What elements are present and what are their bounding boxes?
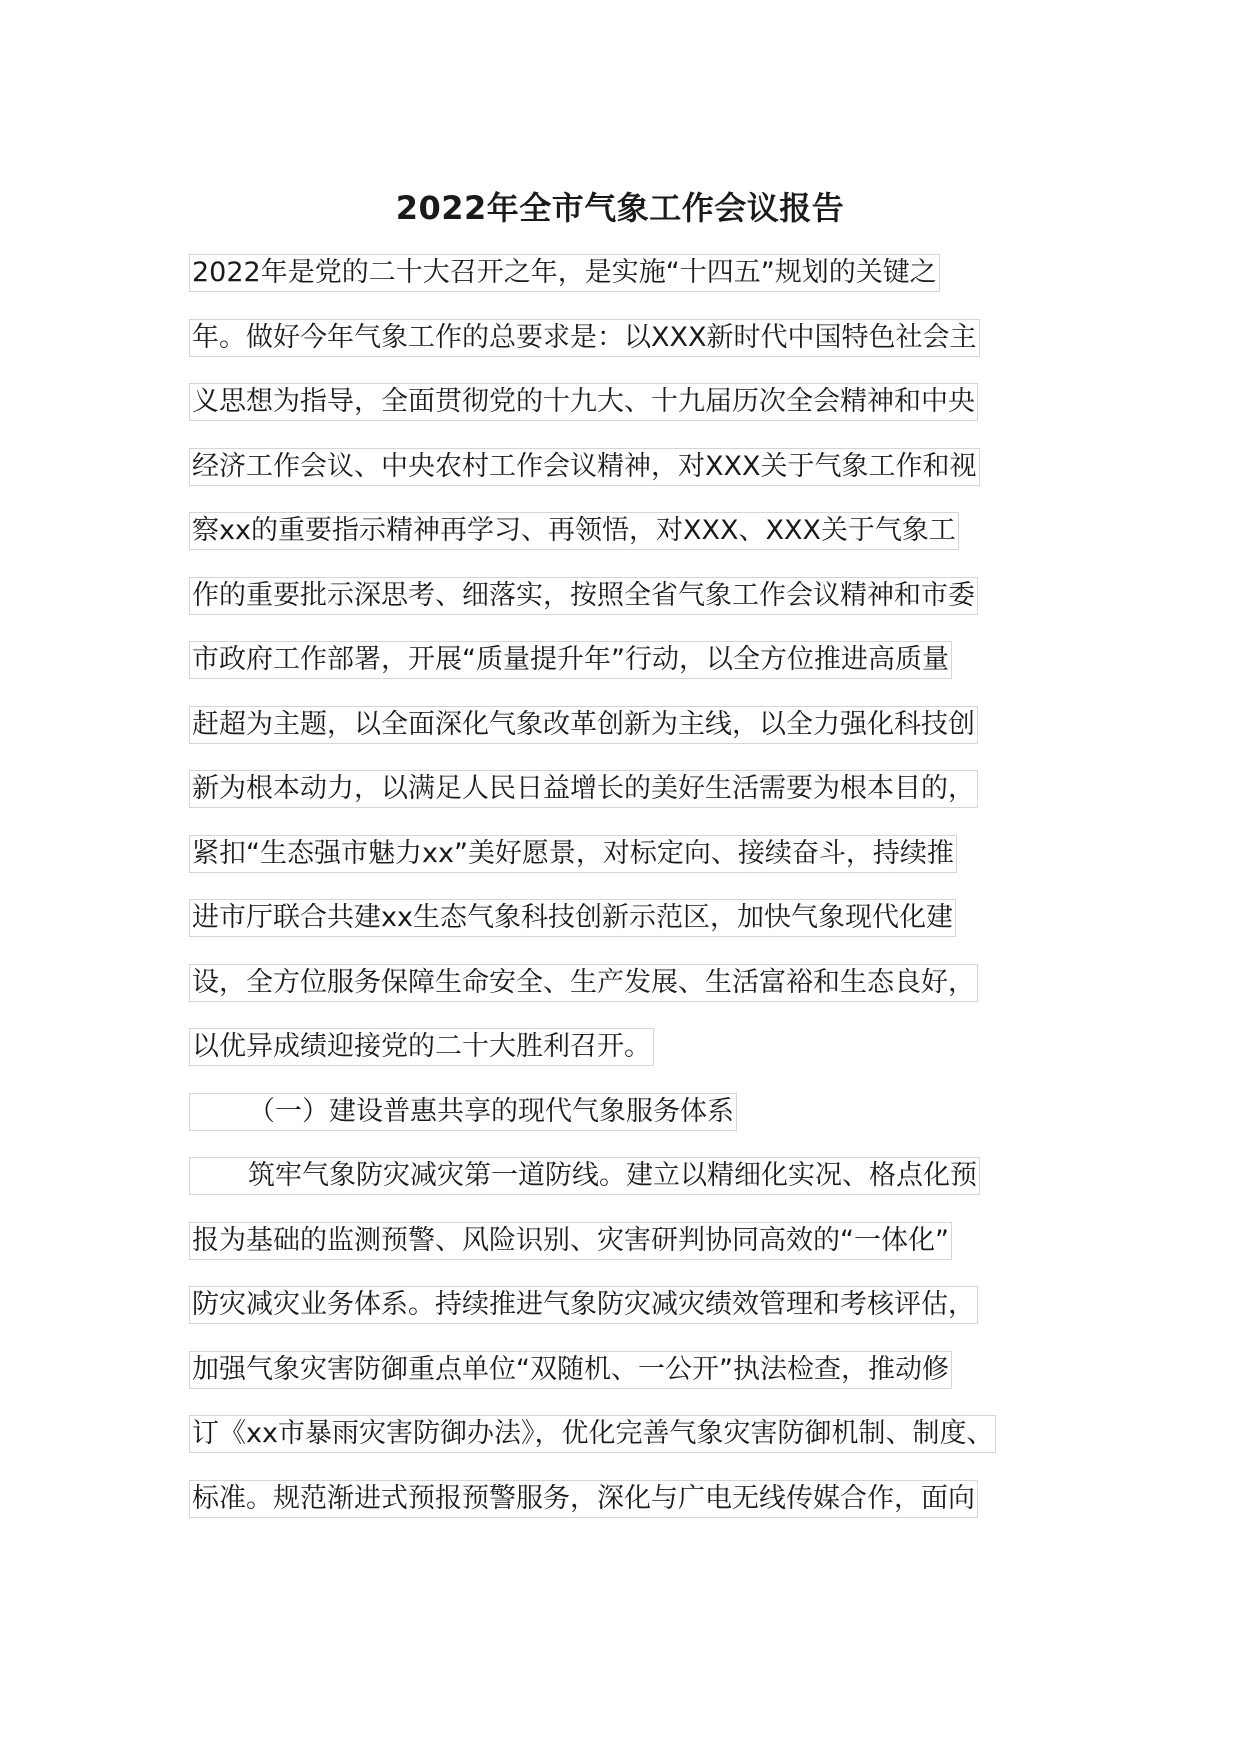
text-line-content: 进市厅联合共建xx生态气象科技创新示范区，加快气象现代化建 bbox=[189, 899, 956, 937]
document-body bbox=[189, 254, 1089, 1544]
text-line-content: 年。做好今年气象工作的总要求是：以XXX新时代中国特色社会主 bbox=[189, 319, 980, 357]
text-line bbox=[189, 1351, 1089, 1416]
text-line-content: 加强气象灾害防御重点单位“双随机、一公开”执法检查，推动修 bbox=[189, 1351, 952, 1389]
text-line bbox=[189, 1093, 1089, 1158]
text-line-content: 筑牢气象防灾减灾第一道防线。建立以精细化实况、格点化预 bbox=[189, 1157, 980, 1195]
text-line bbox=[189, 1222, 1089, 1287]
text-line-content: 察xx的重要指示精神再学习、再领悟，对XXX、XXX关于气象工 bbox=[189, 512, 959, 550]
text-line bbox=[189, 770, 1089, 835]
text-line-content: 订《xx市暴雨灾害防御办法》，优化完善气象灾害防御机制、制度、 bbox=[189, 1415, 996, 1453]
text-line bbox=[189, 512, 1089, 577]
text-line bbox=[189, 1028, 1089, 1093]
text-line bbox=[189, 1157, 1089, 1222]
text-line bbox=[189, 1480, 1089, 1545]
text-line bbox=[189, 254, 1089, 319]
text-line-content: 市政府工作部署，开展“质量提升年”行动，以全方位推进高质量 bbox=[189, 641, 952, 679]
text-line-content: 新为根本动力，以满足人民日益增长的美好生活需要为根本目的， bbox=[189, 770, 978, 808]
document-title: 2022年全市气象工作会议报告 bbox=[395, 189, 845, 227]
text-line bbox=[189, 641, 1089, 706]
text-line-content: 赶超为主题，以全面深化气象改革创新为主线，以全力强化科技创 bbox=[189, 706, 978, 744]
text-line bbox=[189, 835, 1089, 900]
text-line bbox=[189, 383, 1089, 448]
text-line bbox=[189, 964, 1089, 1029]
text-line-content: 作的重要批示深思考、细落实，按照全省气象工作会议精神和市委 bbox=[189, 577, 978, 615]
text-line bbox=[189, 1415, 1089, 1480]
text-line-content: 2022年是党的二十大召开之年，是实施“十四五”规划的关键之 bbox=[189, 254, 940, 292]
text-line bbox=[189, 319, 1089, 384]
text-line bbox=[189, 577, 1089, 642]
text-line bbox=[189, 448, 1089, 513]
text-line-content: 报为基础的监测预警、风险识别、灾害研判协同高效的“一体化” bbox=[189, 1222, 952, 1260]
text-line-content: （一）建设普惠共享的现代气象服务体系 bbox=[189, 1093, 737, 1131]
text-line-content: 紧扣“生态强市魅力xx”美好愿景，对标定向、接续奋斗，持续推 bbox=[189, 835, 957, 873]
text-line-content: 经济工作会议、中央农村工作会议精神，对XXX关于气象工作和视 bbox=[189, 448, 980, 486]
text-line bbox=[189, 706, 1089, 771]
text-line-content: 义思想为指导，全面贯彻党的十九大、十九届历次全会精神和中央 bbox=[189, 383, 978, 421]
text-line bbox=[189, 1286, 1089, 1351]
text-line bbox=[189, 899, 1089, 964]
text-line-content: 以优异成绩迎接党的二十大胜利召开。 bbox=[189, 1028, 654, 1066]
text-line-content: 标准。规范渐进式预报预警服务，深化与广电无线传媒合作，面向 bbox=[189, 1480, 978, 1518]
text-line-content: 防灾减灾业务体系。持续推进气象防灾减灾绩效管理和考核评估， bbox=[189, 1286, 978, 1324]
text-line-content: 设，全方位服务保障生命安全、生产发展、生活富裕和生态良好， bbox=[189, 964, 978, 1002]
